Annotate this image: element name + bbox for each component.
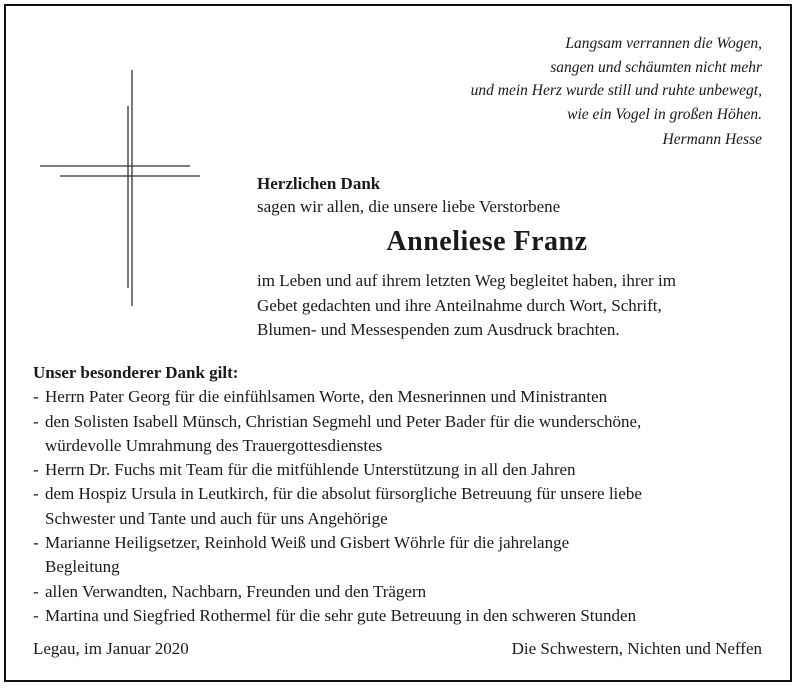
thanks-body [257,269,777,343]
list-item-line: Marianne Heiligsetzer, Reinhold Weiß und Gisbert Wöhrle für die jahrelange [45,533,570,553]
list-item-line: allen Verwandten, Nachbarn, Freunden und den Trägern [45,581,427,601]
list-item [33,458,773,482]
poem-quote [342,32,762,152]
deceased-name: Anneliese Franz [386,226,588,257]
special-thanks-section [33,361,773,628]
thanks-line: sagen wir allen, die unsere liebe Verstorbene [257,197,561,216]
poem-author: Hermann Hesse [662,131,762,148]
body-line: im Leben und auf ihrem letzten Weg begleitet haben, ihrer im [257,271,676,290]
dash-bullet: - [33,605,39,625]
family-signature: Die Schwestern, Nichten und Neffen [511,639,762,658]
dash-bullet: - [33,387,39,407]
list-item-line: würdevolle Umrahmung des Trauergottesdienstes [45,435,383,455]
list-item-line: Martina und Siegfried Rothermel für die sehr gute Betreuung in den schweren Stunden [45,605,637,625]
thanks-heading: Herzlichen Dank [257,174,381,193]
special-thanks-heading: Unser besonderer Dank gilt: [33,363,239,382]
list-item-line: Schwester und Tante und auch für uns Angehörige [45,508,388,528]
list-item [33,482,773,531]
list-item-line: Begleitung [45,557,120,577]
thanks-intro [257,172,777,218]
list-item [33,604,773,628]
place-date: Legau, im Januar 2020 [33,639,189,658]
dash-bullet: - [33,484,39,504]
poem-line: sangen und schäumten nicht mehr [550,58,762,76]
list-item-line: Herrn Dr. Fuchs mit Team für die mitfühlende Unterstützung in all den Jahren [45,460,576,480]
list-item [33,580,773,604]
list-item-line: den Solisten Isabell Münsch, Christian Segmehl und Peter Bader für die wunderschöne, [45,411,642,431]
list-item-line: dem Hospiz Ursula in Leutkirch, für die absolut fürsorgliche Betreuung für unsere liebe [45,484,642,504]
poem-line: wie ein Vogel in großen Höhen. [567,105,762,123]
list-item [33,385,773,409]
list-item-line: Herrn Pater Georg für die einfühlsamen Worte, den Mesnerinnen und Ministranten [45,387,608,407]
cross-icon [40,70,200,310]
body-line: Blumen- und Messespenden zum Ausdruck brachten. [257,320,620,339]
body-line: Gebet gedachten und ihre Anteilnahme durch Wort, Schrift, [257,295,662,315]
list-item [33,410,773,459]
dash-bullet: - [33,581,39,601]
dash-bullet: - [33,411,39,431]
dash-bullet: - [33,533,39,553]
dash-bullet: - [33,460,39,480]
poem-line: und mein Herz wurde still und ruhte unbewegt, [470,82,762,99]
special-thanks-list [33,385,773,628]
poem-line: Langsam verrannen die Wogen, [565,35,762,52]
list-item [33,531,773,580]
